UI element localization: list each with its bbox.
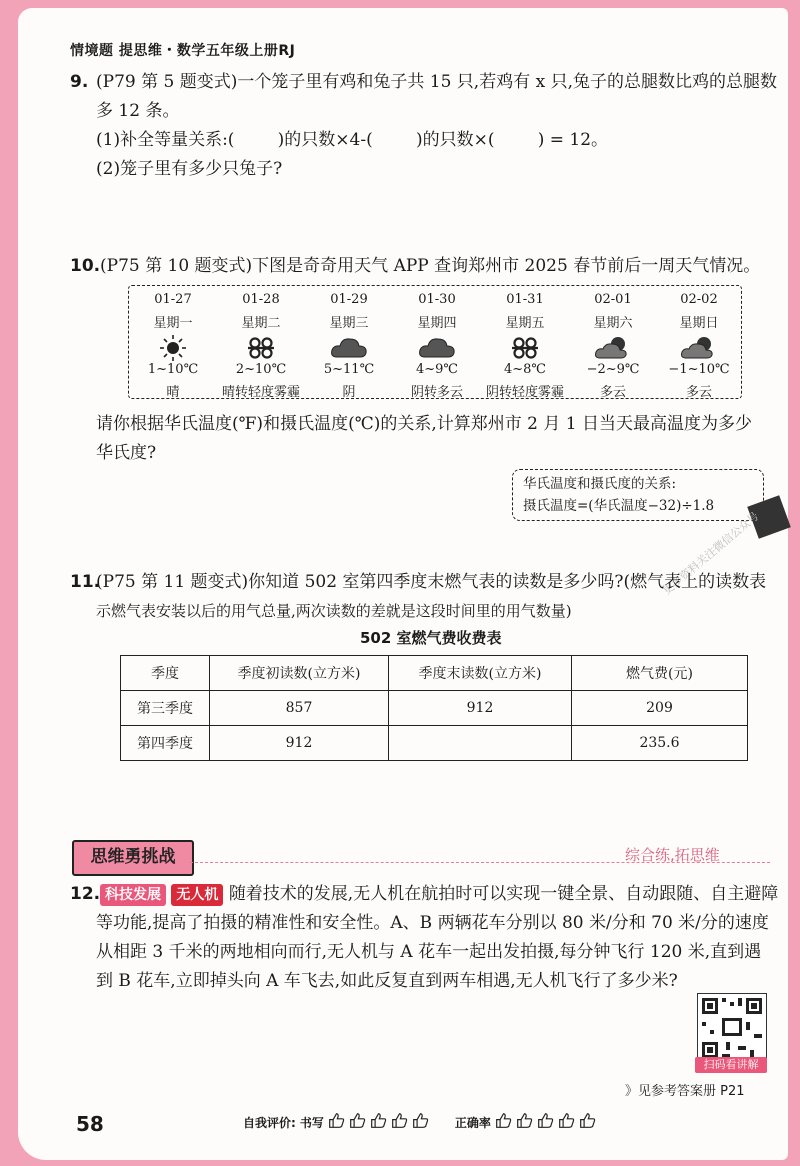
- q10-question-line2: 华氏度?: [96, 443, 157, 463]
- q12-line4: 到 B 花车,立即掉头向 A 车飞去,如此反复直到两车相遇,无人机飞行了多少米?: [96, 971, 678, 991]
- weather-forecast-box: [128, 285, 742, 399]
- table-row: [121, 691, 748, 726]
- thumbs-up-icon[interactable]: [391, 1112, 408, 1132]
- weather-day: [305, 286, 393, 399]
- weather-day: [129, 286, 217, 399]
- day-date: 01-29: [330, 292, 368, 307]
- tag-drone: 无人机: [171, 884, 223, 906]
- q12-line1-wrap: [100, 880, 778, 909]
- sun-icon: [129, 334, 217, 362]
- day-weekday: 星期四: [417, 316, 457, 331]
- day-desc: 多云: [599, 385, 626, 400]
- self-evaluation: [243, 1112, 596, 1132]
- table-cell: 912: [389, 691, 572, 726]
- day-date: 01-30: [418, 292, 456, 307]
- q10-question-line1: 请你根据华氏温度(℉)和摄氏温度(℃)的关系,计算郑州市 2 月 1 日当天最高温度为多少: [96, 414, 753, 434]
- weather-day: [217, 286, 305, 399]
- table-title: 502 室燃气费收费表: [360, 629, 502, 647]
- day-weekday: 星期一: [153, 316, 193, 331]
- q11-number: 11.: [70, 572, 101, 592]
- thumbs-up-icon[interactable]: [328, 1112, 345, 1132]
- thumbs-up-icon[interactable]: [349, 1112, 366, 1132]
- eval-label: 自我评价:: [243, 1115, 296, 1130]
- table-header: 燃气费(元): [572, 656, 748, 691]
- q11-line2: 示燃气表安装以后的用气总量,两次读数的差就是这段时间里的用气数量): [96, 602, 572, 620]
- day-weekday: 星期三: [329, 316, 369, 331]
- answer-reference: 》见参考答案册 P21: [625, 1084, 745, 1099]
- day-date: 01-28: [242, 292, 280, 307]
- qr-code[interactable]: [697, 993, 767, 1063]
- day-temp: −2~9℃: [586, 362, 640, 377]
- haze-icon: [217, 334, 305, 362]
- day-desc: 多云: [685, 385, 712, 400]
- haze-icon: [481, 334, 569, 362]
- table-header: 季度初读数(立方米): [210, 656, 389, 691]
- q9-sub2: (2)笼子里有多少只兔子?: [96, 159, 283, 179]
- q9-sub1: (1)补全等量关系:( )的只数×4-( )的只数×( ) = 12。: [96, 130, 609, 150]
- day-date: 01-27: [154, 292, 192, 307]
- day-temp: 2~10℃: [235, 362, 287, 377]
- day-date: 02-02: [680, 292, 718, 307]
- writing-label: 书写: [299, 1115, 324, 1130]
- partly-cloudy-icon: [655, 334, 743, 362]
- day-weekday: 星期二: [241, 316, 281, 331]
- weather-day: [655, 286, 743, 399]
- day-temp: 4~8℃: [504, 362, 546, 377]
- thumbs-up-icon[interactable]: [579, 1112, 596, 1132]
- day-temp: 4~9℃: [416, 362, 458, 377]
- thumbs-up-icon[interactable]: [412, 1112, 429, 1132]
- section-subtitle: 综合练,拓思维: [625, 846, 720, 864]
- qr-caption: 扫码看讲解: [695, 1057, 767, 1073]
- day-weekday: 星期日: [679, 316, 719, 331]
- table-header: 季度: [121, 656, 210, 691]
- table-cell: 857: [210, 691, 389, 726]
- day-desc: 晴: [166, 385, 180, 400]
- q12-line2: 等功能,提高了拍摄的精准性和安全性。A、B 两辆花车分别以 80 米/分和 70 米/分的速度: [96, 913, 769, 933]
- q10-number: 10.: [70, 256, 101, 276]
- q12-line3: 从相距 3 千米的两地相向而行,无人机与 A 花车一起出发拍摄,每分钟飞行 120 米,直到遇: [96, 942, 762, 962]
- day-desc: 阴: [342, 385, 356, 400]
- page-header: 情境题 提思维・数学五年级上册RJ: [70, 43, 296, 59]
- q11-line1: (P75 第 11 题变式)你知道 502 室第四季度末燃气表的读数是多少吗?(燃气表上的读数表: [96, 572, 767, 592]
- accuracy-label: 正确率: [454, 1115, 491, 1130]
- partly-cloudy-icon: [569, 334, 657, 362]
- q9-line1: (P79 第 5 题变式)一个笼子里有鸡和兔子共 15 只,若鸡有 x 只,兔子的总腿数比鸡的总腿数: [96, 72, 778, 92]
- day-weekday: 星期五: [505, 316, 545, 331]
- q10-line1: (P75 第 10 题变式)下图是奇奇用天气 APP 查询郑州市 2025 春节前后一周天气情况。: [100, 256, 761, 276]
- tag-tech: 科技发展: [100, 884, 166, 906]
- formula-text: 摄氏温度=(华氏温度−32)÷1.8: [523, 498, 715, 514]
- table-cell: 235.6: [572, 726, 748, 761]
- weather-day: [481, 286, 569, 399]
- day-date: 02-01: [594, 292, 632, 307]
- weather-day: [393, 286, 481, 399]
- day-temp: 1~10℃: [147, 362, 199, 377]
- gas-fee-table: [120, 655, 748, 761]
- weather-day: [569, 286, 657, 399]
- formula-title: 华氏温度和摄氏度的关系:: [523, 476, 677, 492]
- q9-number: 9.: [70, 72, 89, 92]
- table-row: [121, 726, 748, 761]
- table-cell: 第四季度: [121, 726, 210, 761]
- day-desc: 晴转轻度雾霾: [221, 385, 300, 400]
- q12-number: 12.: [70, 884, 101, 904]
- cloud-icon: [305, 334, 393, 362]
- table-header-row: [121, 656, 748, 691]
- thumbs-up-icon[interactable]: [516, 1112, 533, 1132]
- table-cell-blank: [389, 726, 572, 761]
- day-temp: −1~10℃: [668, 362, 730, 377]
- thumbs-up-icon[interactable]: [537, 1112, 554, 1132]
- table-cell: 第三季度: [121, 691, 210, 726]
- section-label: 思维勇挑战: [72, 840, 194, 876]
- q12-line1: 随着技术的发展,无人机在航拍时可以实现一键全景、自动跟随、自主避障: [228, 884, 779, 904]
- day-weekday: 星期六: [593, 316, 633, 331]
- q9-line2: 多 12 条。: [96, 101, 180, 121]
- day-temp: 5~11℃: [323, 362, 375, 377]
- cloud-icon: [393, 334, 481, 362]
- formula-box: [512, 469, 764, 521]
- table-header: 季度末读数(立方米): [389, 656, 572, 691]
- table-cell: 912: [210, 726, 389, 761]
- thumbs-up-icon[interactable]: [558, 1112, 575, 1132]
- page-number: 58: [76, 1112, 104, 1136]
- table-cell: 209: [572, 691, 748, 726]
- watermark-text: 更多资料关注微信公众号: [660, 509, 762, 598]
- day-desc: 阴转轻度雾霾: [485, 385, 564, 400]
- day-date: 01-31: [506, 292, 544, 307]
- day-desc: 阴转多云: [410, 385, 463, 400]
- thumbs-up-icon[interactable]: [495, 1112, 512, 1132]
- thumbs-up-icon[interactable]: [370, 1112, 387, 1132]
